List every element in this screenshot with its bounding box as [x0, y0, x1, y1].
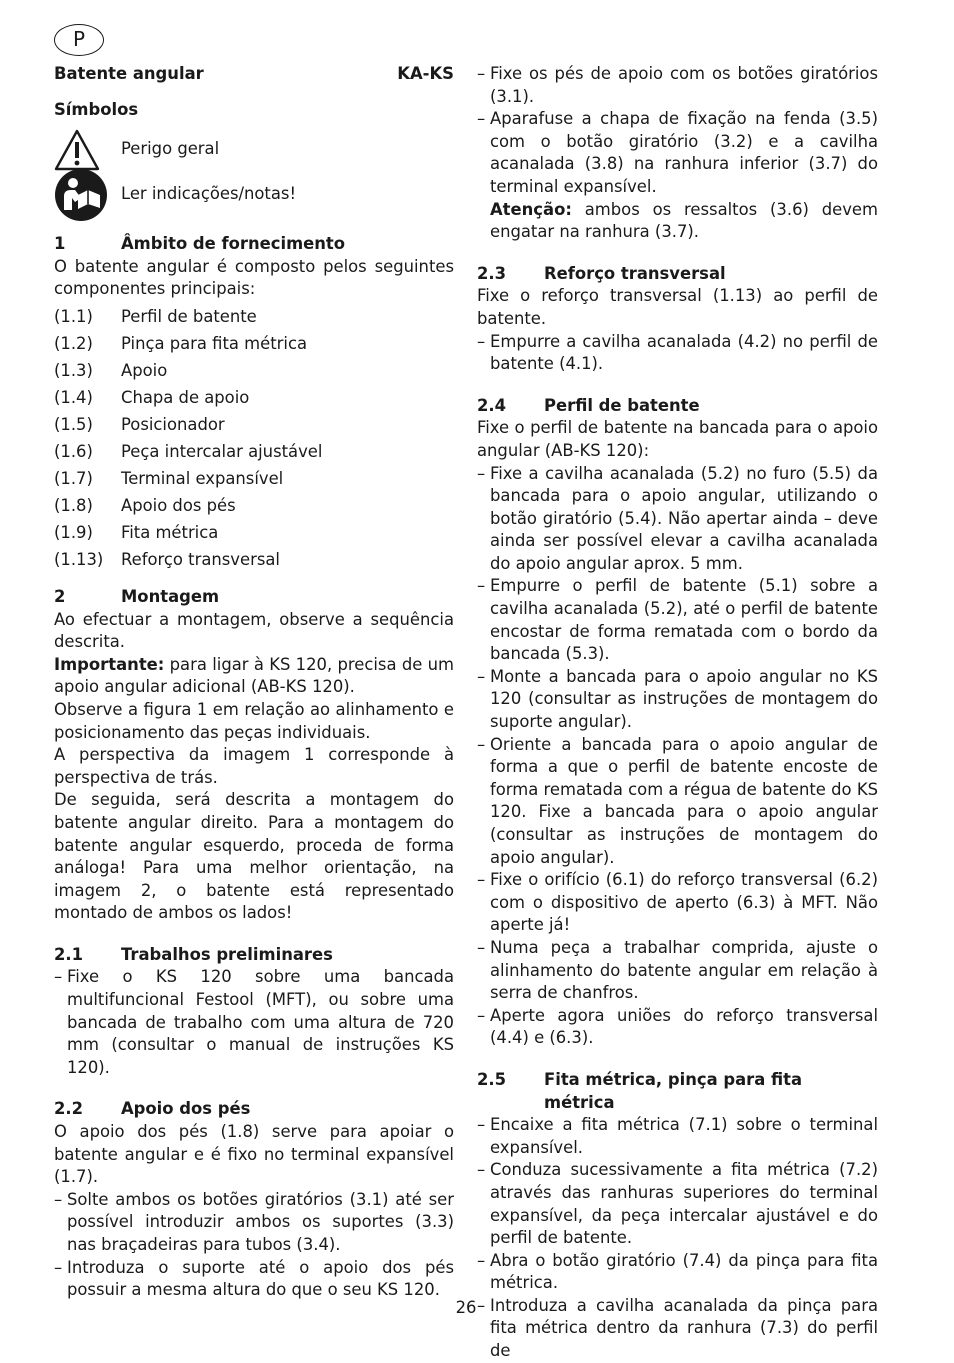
read-manual-icon: [54, 168, 121, 222]
symbol-label: Ler indicações/notas!: [121, 184, 297, 204]
bullet-item: – Monte a bancada para o apoio angular no KS 120 (consultar as instruções de montagem do suporte angular).: [477, 666, 878, 732]
bullet-item: – Aperte agora uniões do reforço transversal (4.4) e (6.3).: [477, 1005, 878, 1048]
symbol-label: Perigo geral: [121, 139, 220, 159]
bullet-item: – Numa peça a trabalhar comprida, ajuste o alinhamento do batente angular em relação à serra de chanfros.: [477, 937, 878, 1003]
paragraph: Fixe o reforço transversal (1.13) ao perfil de batente.: [477, 286, 878, 328]
list-item: (1.5) Posicionador: [54, 414, 225, 434]
list-item: (1.4) Chapa de apoio: [54, 387, 250, 407]
paragraph: Ao efectuar a montagem, observe a sequência descrita.: [54, 609, 454, 652]
section-heading: 2.3 Reforço transversal: [477, 263, 726, 283]
bullet-item: – Aparafuse a chapa de fixação na fenda (3.5) com o botão giratório (3.2) e a cavilha acanalada (3.8) na ranhura inferior (3.7) do terminal expansível. Atenção: ambos os ressaltos (3.6) devem engatar na ranhura (3.7).: [477, 109, 878, 242]
warning-triangle-icon: [54, 128, 121, 172]
paragraph: Fixe o perfil de batente na bancada para o apoio angular (AB-KS 120):: [477, 418, 878, 460]
bullet-item: – Empurre a cavilha acanalada (4.2) no perfil de batente (4.1).: [477, 331, 878, 374]
list-item: (1.8) Apoio dos pés: [54, 495, 236, 515]
list-item: (1.9) Fita métrica: [54, 522, 219, 542]
paragraph: Importante: para ligar à KS 120, precisa de um apoio angular adicional (AB-KS 120).: [54, 654, 454, 697]
symbol-row: [54, 127, 454, 172]
list-item: (1.13) Reforço transversal: [54, 549, 280, 569]
symbols-heading: Símbolos: [54, 99, 139, 119]
paragraph: A perspectiva da imagem 1 corresponde à perspectiva de trás.: [54, 745, 454, 787]
model-code: KA-KS: [397, 64, 454, 83]
section-heading: 2.2 Apoio dos pés: [54, 1099, 251, 1119]
paragraph: O apoio dos pés (1.8) serve para apoiar o batente angular e é fixo no terminal expansível (1.7).: [54, 1122, 454, 1187]
paragraph: De seguida, será descrita a montagem do batente angular direito. Para a montagem do batente angular esquerdo, proceda de forma análoga! Para uma melhor orientação, na imagem 2, o batente está representado montado de ambos os lados!: [54, 790, 454, 923]
list-item: (1.3) Apoio: [54, 360, 168, 380]
page-number: 26: [455, 1298, 477, 1317]
list-item: (1.7) Terminal expansível: [54, 468, 284, 488]
bullet-item: – Fixe o KS 120 sobre uma bancada multifuncional Festool (MFT), ou sobre uma bancada de trabalho com uma altura de 720 mm (consultar o manual de instruções KS 120).: [54, 967, 454, 1077]
section-heading: 2 Montagem: [54, 586, 220, 606]
section-heading: 2.4 Perfil de batente: [477, 395, 700, 415]
list-item: (1.6) Peça intercalar ajustável: [54, 441, 323, 461]
bullet-item: – Encaixe a fita métrica (7.1) sobre o terminal expansível.: [477, 1115, 878, 1157]
list-item: (1.1) Perfil de batente: [54, 306, 257, 326]
left-column: [54, 63, 454, 1302]
right-column: [477, 63, 878, 1363]
document-title: Batente angular: [54, 64, 204, 83]
bullet-item: – Solte ambos os botões giratórios (3.1) até ser possível introduzir ambos os suportes (3.3) nas braçadeiras para tubos (3.4).: [54, 1189, 454, 1254]
bullet-item: – Introduza o suporte até o apoio dos pés possuir a mesma altura do que o seu KS 120.: [54, 1257, 454, 1300]
paragraph: O batente angular é composto pelos seguintes componentes principais:: [54, 256, 454, 299]
bullet-item: – Empurre o perfil de batente (5.1) sobre a cavilha acanalada (5.2), até o perfil de batente encostar de forma rematada com o bordo da bancada (5.3).: [477, 576, 878, 664]
paragraph: Observe a figura 1 em relação ao alinhamento e posicionamento das peças individuais.: [54, 699, 454, 742]
bullet-item: – Fixe os pés de apoio com os botões giratórios (3.1).: [477, 64, 878, 106]
document-header: [54, 63, 454, 86]
bullet-item: – Oriente a bancada para o apoio angular de forma a que o perfil de batente encoste de forma rematada com a régua de batente do KS 120. Fixe a bancada para o apoio angular (consultar as instruções de montagem do apoio angular).: [477, 734, 878, 867]
section-heading: 2.1 Trabalhos preliminares: [54, 944, 333, 964]
list-item: (1.2) Pinça para fita métrica: [54, 333, 308, 353]
symbol-row: [54, 172, 454, 217]
bullet-item: – Conduza sucessivamente a fita métrica (7.2) através das ranhuras superiores do terminal expansível, da peça intercalar ajustável e do perfil de batente.: [477, 1160, 878, 1248]
bullet-item: – Abra o botão giratório (7.4) da pinça para fita métrica.: [477, 1250, 878, 1293]
bullet-item: – Fixe a cavilha acanalada (5.2) no furo (5.5) da bancada para o apoio angular, utilizando o botão giratório (5.4). Não apertar ainda – deve ainda ser possível elevar a cavilha acanalada do apoio angular aprox. 5 mm.: [477, 463, 878, 573]
bullet-item: – Introduza a cavilha acanalada da pinça para fita métrica dentro da ranhura (7.3) do perfil de: [477, 1295, 878, 1361]
language-badge: P: [54, 24, 104, 56]
section-heading: 2.5 Fita métrica, pinça para fita métrica: [477, 1069, 803, 1112]
bullet-item: – Fixe o orifício (6.1) do reforço transversal (6.2) com o dispositivo de aperto (6.3) à MFT. Não aperte já!: [477, 870, 878, 935]
section-heading: 1 Âmbito de fornecimento: [54, 234, 346, 254]
